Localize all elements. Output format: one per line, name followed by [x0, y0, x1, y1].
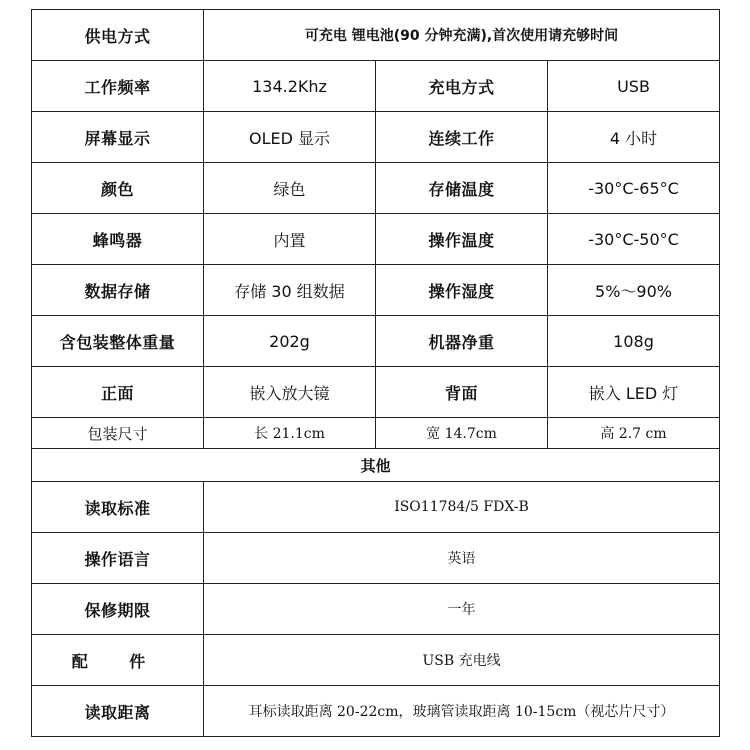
- storage-temp-label: 存储温度: [376, 163, 548, 214]
- net-weight-label: 机器净重: [376, 316, 548, 367]
- operating-temp-label: 操作温度: [376, 214, 548, 265]
- color-value: 绿色: [204, 163, 376, 214]
- operating-humidity-value: 5%～90%: [548, 265, 720, 316]
- operating-temp-value: -30°C-50°C: [548, 214, 720, 265]
- row-package-size: [32, 418, 720, 449]
- read-standard-value: ISO11784/5 FDX-B: [204, 482, 720, 533]
- row-language: [32, 533, 720, 584]
- language-label: 操作语言: [32, 533, 204, 584]
- accessories-label: [32, 635, 204, 686]
- front-label: 正面: [32, 367, 204, 418]
- accessories-label-text: 配 件: [71, 651, 164, 671]
- others-heading: 其他: [32, 449, 720, 482]
- charging-value: USB: [548, 61, 720, 112]
- row-frequency: [32, 61, 720, 112]
- back-value: 嵌入 LED 灯: [548, 367, 720, 418]
- data-storage-value: 存储 30 组数据: [204, 265, 376, 316]
- gross-weight-value: 202g: [204, 316, 376, 367]
- net-weight-value: 108g: [548, 316, 720, 367]
- data-storage-label: 数据存储: [32, 265, 204, 316]
- gross-weight-label: 含包装整体重量: [32, 316, 204, 367]
- row-faces: [32, 367, 720, 418]
- row-warranty: [32, 584, 720, 635]
- row-color: [32, 163, 720, 214]
- read-distance-value: 耳标读取距离 20-22cm，玻璃管读取距离 10-15cm（视芯片尺寸）: [204, 686, 720, 737]
- continuous-work-label: 连续工作: [376, 112, 548, 163]
- read-distance-label: 读取距离: [32, 686, 204, 737]
- row-read-distance: [32, 686, 720, 737]
- power-supply-label: 供电方式: [32, 10, 204, 61]
- language-value: 英语: [204, 533, 720, 584]
- row-accessories: [32, 635, 720, 686]
- package-size-label: 包装尺寸: [32, 418, 204, 449]
- spec-table: [31, 9, 720, 737]
- warranty-label: 保修期限: [32, 584, 204, 635]
- display-value: OLED 显示: [204, 112, 376, 163]
- buzzer-label: 蜂鸣器: [32, 214, 204, 265]
- read-standard-label: 读取标准: [32, 482, 204, 533]
- package-height: 高 2.7 cm: [548, 418, 720, 449]
- power-supply-value: 可充电 锂电池(90 分钟充满),首次使用请充够时间: [204, 10, 720, 61]
- warranty-value: 一年: [204, 584, 720, 635]
- display-label: 屏幕显示: [32, 112, 204, 163]
- accessories-value: USB 充电线: [204, 635, 720, 686]
- continuous-work-value: 4 小时: [548, 112, 720, 163]
- row-display: [32, 112, 720, 163]
- package-length: 长 21.1cm: [204, 418, 376, 449]
- color-label: 颜色: [32, 163, 204, 214]
- row-buzzer: [32, 214, 720, 265]
- package-width: 宽 14.7cm: [376, 418, 548, 449]
- frequency-value: 134.2Khz: [204, 61, 376, 112]
- operating-humidity-label: 操作湿度: [376, 265, 548, 316]
- back-label: 背面: [376, 367, 548, 418]
- buzzer-value: 内置: [204, 214, 376, 265]
- frequency-label: 工作频率: [32, 61, 204, 112]
- row-data-storage: [32, 265, 720, 316]
- row-others-heading: [32, 449, 720, 482]
- row-power-supply: [32, 10, 720, 61]
- storage-temp-value: -30°C-65°C: [548, 163, 720, 214]
- charging-label: 充电方式: [376, 61, 548, 112]
- row-weight: [32, 316, 720, 367]
- front-value: 嵌入放大镜: [204, 367, 376, 418]
- row-read-standard: [32, 482, 720, 533]
